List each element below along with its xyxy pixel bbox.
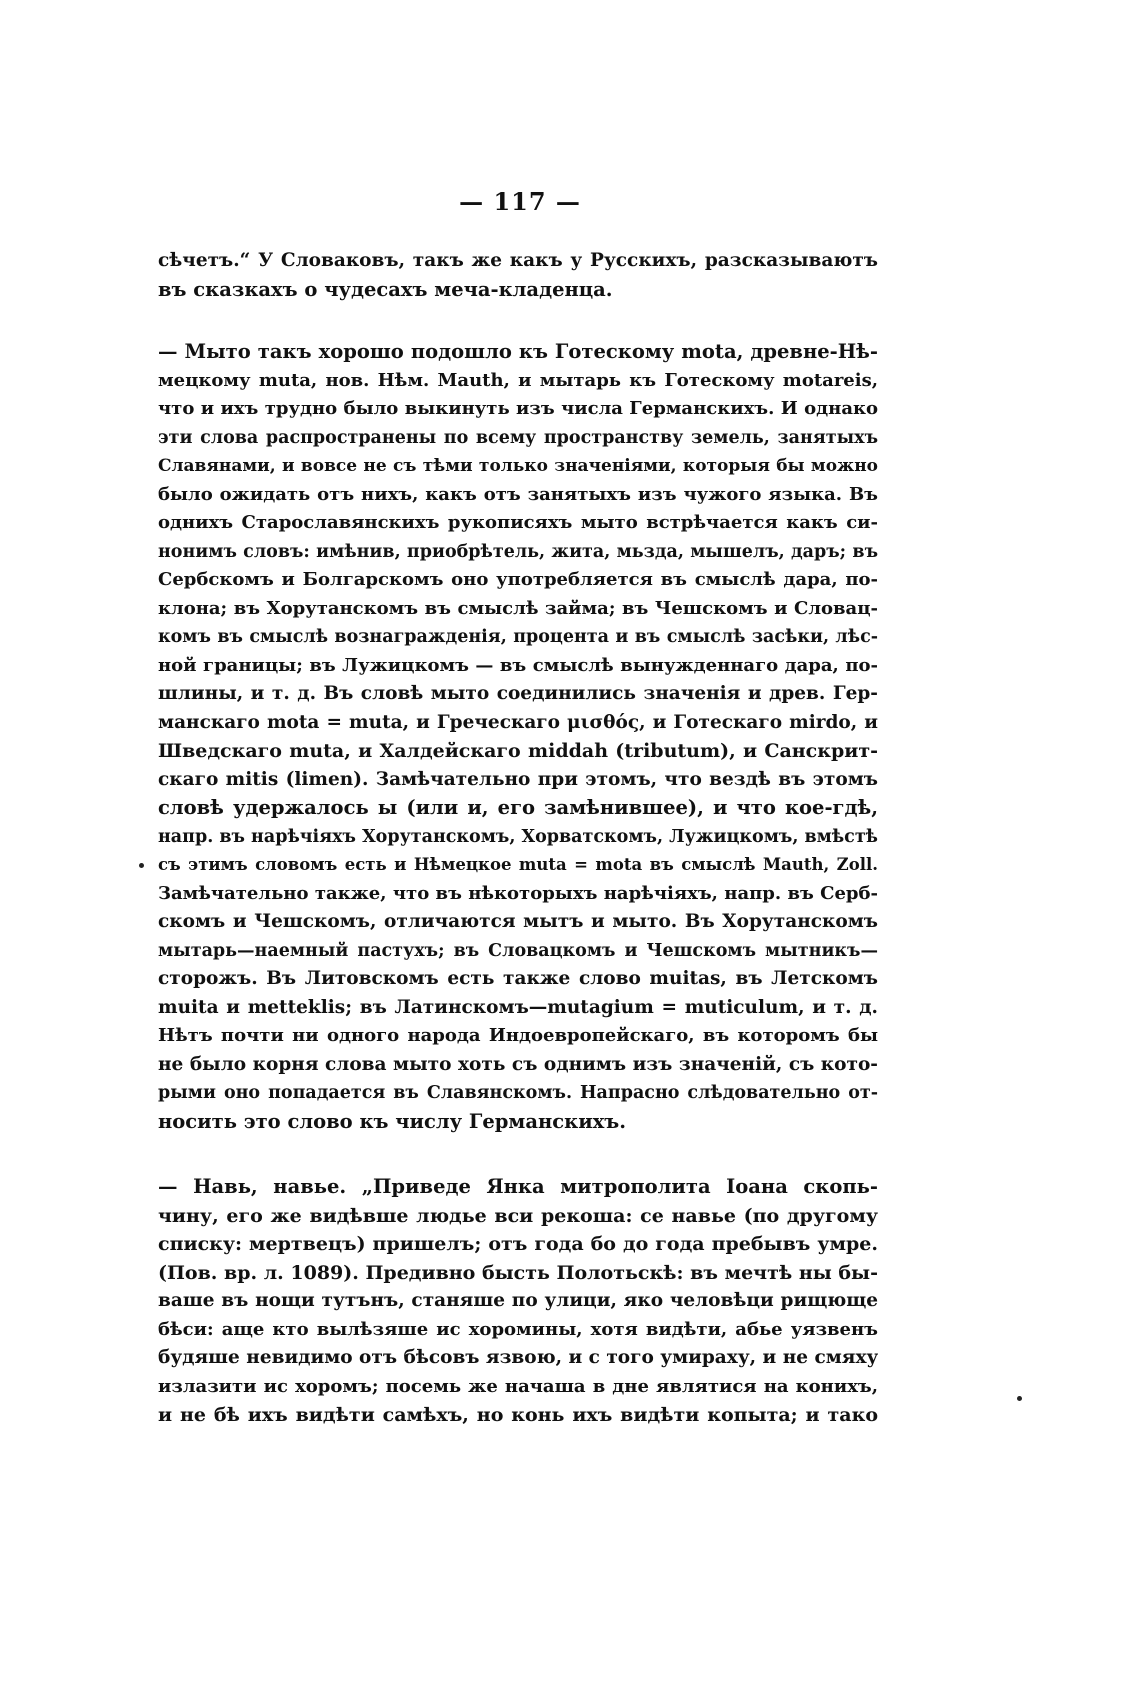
text-line: скаго mitis (limen). Замѣчательно при этомъ, что вездѣ въ этомъ [158,768,878,790]
text-line: Славянами, и вовсе не съ тѣми только значеніями, которыя бы можно [158,456,878,476]
text-line: Замѣчательно также, что въ нѣкоторыхъ нарѣчіяхъ, напр. въ Серб- [158,882,878,904]
text-line: ной границы; въ Лужицкомъ — въ смыслѣ вынужденнаго дара, по- [158,654,878,676]
text-line: сторожъ. Въ Литовскомъ есть также слово muitas, въ Летскомъ [158,968,878,989]
text-line: Шведскаго muta, и Халдейскаго middah (tributum), и Санскрит- [158,740,878,762]
text-line: Сербскомъ и Болгарскомъ оно употребляется въ смыслѣ дара, по- [158,569,878,590]
text-line: бѣси: аще кто вылѣзяше ис хоромины, хотя видѣти, абье уязвенъ [158,1318,878,1340]
text-line: рыми оно попадается въ Славянскомъ. Напрасно слѣдовательно от- [158,1083,878,1103]
text-line: напр. въ нарѣчіяхъ Хорутанскомъ, Хорватскомъ, Лужицкомъ, вмѣстѣ [158,826,878,847]
text-line: однихъ Старославянскихъ рукописяхъ мыто встрѣчается какъ си- [158,512,878,533]
text-line: Нѣтъ почти ни одного народа Индоевропейскаго, въ которомъ бы [158,1025,878,1046]
text-line: клона; въ Хорутанскомъ въ смыслѣ займа; въ Чешскомъ и Словац- [158,597,878,619]
text-line: и не бѣ ихъ видѣти самѣхъ, но конь ихъ видѣти копыта; и тако [158,1404,878,1426]
text-line: нонимъ словъ: имѣнив, приобрѣтель, жита, мьзда, мышелъ, даръ; въ [158,541,878,562]
ink-speck [1017,1396,1022,1401]
text-line: комъ въ смыслѣ вознагражденія, процента и въ смыслѣ засѣки, лѣс- [158,627,878,647]
text-line: въ сказкахъ о чудесахъ меча-кладенца. [158,277,613,301]
text-line: эти слова распространены по всему пространству земель, занятыхъ [158,427,878,448]
paragraph-nav [158,1173,878,1430]
text-line: шлины, и т. д. Въ словѣ мыто соединились значенія и древ. Гер- [158,683,878,704]
ink-speck [139,863,144,868]
text-line: сѣчетъ.“ У Словаковъ, такъ же какъ у Русскихъ, разсказываютъ [158,250,878,271]
text-line: — Мыто такъ хорошо подошло къ Готескому mota, древне-Нѣ- [158,340,878,363]
text-line: было ожидать отъ нихъ, какъ отъ занятыхъ изъ чужого языка. Въ [158,483,878,505]
text-line: muita и metteklis; въ Латинскомъ—mutagium = muticulum, и т. д. [158,996,878,1018]
text-line: носить это слово къ числу Германскихъ. [158,1109,627,1133]
text-line: списку: мертвецъ) пришелъ; отъ года бо до года пребывъ умре. [158,1233,878,1255]
text-line: мецкому muta, нов. Нѣм. Mauth, и мытарь къ Готескому motareis, [158,369,878,391]
paragraph-myto [158,338,878,1136]
text-line: что и ихъ трудно было выкинуть изъ числа Германскихъ. И однако [158,398,878,419]
text-line: излазити ис хоромъ; посемь же начаша в дне являтися на конихъ, [158,1375,878,1397]
text-line: будяше невидимо отъ бѣсовъ язвою, и с того умираху, и не смяху [158,1347,878,1368]
text-line: ваше въ нощи тутънъ, станяше по улици, яко человѣци рищюще [158,1290,878,1311]
text-line: манскаго mota = muta, и Греческаго μισθός, и Готескаго mirdo, и [158,711,878,733]
text-line: — Навь, навье. „Приведе Янка митрополита Іоана скопь- [158,1175,878,1198]
text-line: съ этимъ словомъ есть и Нѣмецкое muta = mota въ смыслѣ Mauth, Zoll. [158,855,878,874]
text-line: не было корня слова мыто хоть съ однимъ изъ значеній, съ кото- [158,1053,878,1075]
text-line: (Пов. вр. л. 1089). Предивно бысть Полотьскѣ: въ мечтѣ ны бы- [158,1261,878,1284]
paragraph-continuation [158,247,878,304]
text-line: скомъ и Чешскомъ, отличаются мытъ и мыто. Въ Хорутанскомъ [158,911,878,932]
page-number: — 117 — [459,187,581,216]
text-line: чину, его же видѣвше людье вси рекоша: се навье (по другому [158,1204,878,1227]
text-line: мытарь—наемный пастухъ; въ Словацкомъ и Чешскомъ мытникъ— [158,940,878,961]
text-line: словѣ удержалось ы (или и, его замѣнившее), и что кое-гдѣ, [158,796,878,819]
